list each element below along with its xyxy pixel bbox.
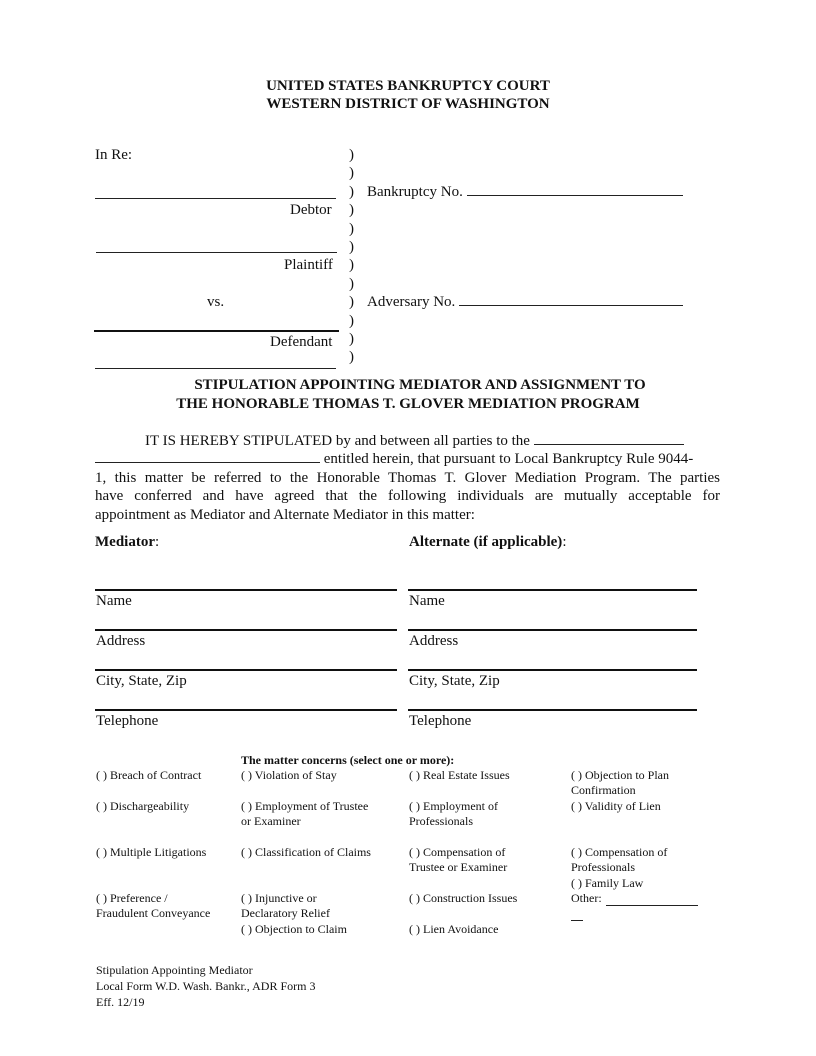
mediator-field-label: City, State, Zip bbox=[96, 673, 187, 689]
mediator-heading bbox=[95, 533, 159, 551]
caption-paren: ) bbox=[349, 275, 354, 292]
matter-checkbox-item[interactable] bbox=[409, 922, 498, 937]
alternate-field-line[interactable] bbox=[408, 629, 697, 631]
mediator-field-label: Name bbox=[96, 593, 132, 609]
alternate-field-line[interactable] bbox=[408, 589, 697, 591]
caption-paren: ) bbox=[349, 294, 354, 311]
body-line-2 bbox=[95, 450, 693, 468]
matter-label: ( ) Objection to Plan bbox=[571, 768, 669, 782]
matter-checkbox-item[interactable] bbox=[571, 768, 669, 798]
matter-checkbox-item[interactable] bbox=[241, 768, 337, 783]
matter-label-cont: Professionals bbox=[571, 860, 635, 874]
bankruptcy-no-label bbox=[367, 183, 683, 201]
matter-checkbox-item[interactable] bbox=[571, 876, 643, 891]
case-name-field-a[interactable] bbox=[534, 432, 684, 445]
mediator-field-line[interactable] bbox=[95, 629, 397, 631]
matter-checkbox-item[interactable] bbox=[241, 845, 371, 860]
mediator-field-line[interactable] bbox=[95, 709, 397, 711]
matter-label: ( ) Classification of Claims bbox=[241, 845, 371, 859]
matter-label-cont: Trustee or Examiner bbox=[409, 860, 508, 874]
matter-checkbox-item[interactable] bbox=[409, 768, 510, 783]
matter-checkbox-item[interactable] bbox=[96, 768, 201, 783]
other-field-wrap bbox=[571, 920, 583, 921]
matter-checkbox-item[interactable] bbox=[409, 845, 507, 875]
body-text: IT IS HEREBY STIPULATED by and between all parties to the bbox=[145, 433, 530, 449]
matter-label: ( ) Lien Avoidance bbox=[409, 922, 499, 936]
matter-label: ( ) Objection to Claim bbox=[241, 922, 347, 936]
bottom-caption-line bbox=[95, 368, 336, 369]
plaintiff-line[interactable] bbox=[96, 252, 337, 253]
matter-label: ( ) Dischargeability bbox=[96, 799, 190, 813]
mediator-field-label: Telephone bbox=[96, 713, 159, 729]
matter-label: ( ) Construction Issues bbox=[409, 891, 518, 905]
caption-paren: ) bbox=[349, 202, 354, 219]
matter-label: ( ) Multiple Litigations bbox=[96, 845, 207, 859]
caption-paren: ) bbox=[349, 165, 354, 182]
matter-label-cont: Professionals bbox=[409, 814, 473, 828]
debtor-label: Debtor bbox=[290, 202, 332, 218]
caption-paren: ) bbox=[349, 349, 354, 366]
title-line-2: THE HONORABLE THOMAS T. GLOVER MEDIATION PROGRAM bbox=[176, 396, 640, 412]
colon: : bbox=[562, 534, 567, 550]
matter-checkbox-item[interactable] bbox=[241, 799, 368, 829]
bankruptcy-no-text: Bankruptcy No. bbox=[367, 184, 463, 200]
caption-paren: ) bbox=[349, 257, 354, 274]
matter-label: ( ) Employment of Trustee bbox=[241, 799, 369, 813]
caption-paren: ) bbox=[349, 147, 354, 163]
matter-heading: The matter concerns (select one or more): bbox=[241, 753, 455, 767]
body-line-3: 1, this matter be referred to the Honorable Thomas T. Glover Mediation Program. The parties bbox=[95, 470, 720, 486]
matter-checkbox-item[interactable] bbox=[96, 799, 189, 814]
caption-paren: ) bbox=[349, 239, 354, 255]
alternate-field-label: Telephone bbox=[409, 713, 472, 729]
plaintiff-label: Plaintiff bbox=[284, 257, 333, 273]
matter-label: ( ) Preference / bbox=[96, 891, 168, 905]
adversary-no-text: Adversary No. bbox=[367, 294, 456, 310]
caption-paren: ) bbox=[349, 183, 354, 200]
title-line-1: STIPULATION APPOINTING MEDIATOR AND ASSIGNMENT TO bbox=[194, 377, 646, 393]
matter-label: ( ) Employment of bbox=[409, 799, 498, 813]
matter-checkbox-item[interactable] bbox=[96, 845, 206, 860]
matter-checkbox-item[interactable] bbox=[571, 891, 602, 906]
case-name-field-b[interactable] bbox=[95, 450, 320, 463]
matter-label-cont: Fraudulent Conveyance bbox=[96, 906, 211, 920]
matter-checkbox-item[interactable] bbox=[241, 891, 330, 921]
body-line-1 bbox=[145, 432, 684, 450]
matter-label: ( ) Compensation of bbox=[571, 845, 668, 859]
body-line-5: appointment as Mediator and Alternate Mediator in this matter: bbox=[95, 507, 475, 523]
mediator-field-label: Address bbox=[96, 633, 146, 649]
matter-label: ( ) Breach of Contract bbox=[96, 768, 202, 782]
alternate-field-line[interactable] bbox=[408, 709, 697, 711]
matter-checkbox-item[interactable] bbox=[571, 845, 667, 875]
matter-label-cont: Declaratory Relief bbox=[241, 906, 330, 920]
alternate-heading bbox=[409, 533, 566, 551]
matter-checkbox-item[interactable] bbox=[409, 891, 517, 906]
matter-checkbox-item[interactable] bbox=[96, 891, 210, 921]
body-line-4: have conferred and have agreed that the following individuals are mutually acceptable for bbox=[95, 488, 720, 504]
body-text: entitled herein, that pursuant to Local Bankruptcy Rule 9044- bbox=[323, 451, 694, 467]
mediator-heading-text: Mediator bbox=[95, 534, 155, 550]
adversary-no-label bbox=[367, 293, 683, 311]
court-name: UNITED STATES BANKRUPTCY COURT bbox=[266, 78, 550, 94]
matter-label: ( ) Violation of Stay bbox=[241, 768, 337, 782]
adversary-no-field[interactable] bbox=[459, 293, 683, 306]
caption-paren: ) bbox=[349, 220, 354, 237]
alternate-field-label: Address bbox=[409, 633, 459, 649]
footer-line-2: Local Form W.D. Wash. Bankr., ADR Form 3 bbox=[96, 979, 316, 993]
matter-label-cont: Confirmation bbox=[571, 783, 636, 797]
mediator-field-line[interactable] bbox=[95, 669, 397, 671]
matter-label-cont: or Examiner bbox=[241, 814, 301, 828]
matter-checkbox-item[interactable] bbox=[571, 799, 661, 814]
colon: : bbox=[154, 534, 160, 550]
defendant-line[interactable] bbox=[94, 330, 339, 332]
alternate-field-line[interactable] bbox=[408, 669, 697, 671]
matter-checkbox-item[interactable] bbox=[241, 922, 347, 937]
matter-label: ( ) Injunctive or bbox=[241, 891, 317, 905]
alternate-field-label: City, State, Zip bbox=[409, 673, 500, 689]
debtor-line[interactable] bbox=[95, 198, 336, 199]
caption-paren: ) bbox=[349, 331, 354, 347]
matter-label: ( ) Validity of Lien bbox=[571, 799, 661, 813]
matter-checkbox-item[interactable] bbox=[409, 799, 498, 829]
footer-line-3: Eff. 12/19 bbox=[96, 995, 145, 1009]
bankruptcy-no-field[interactable] bbox=[467, 183, 683, 196]
in-re-label: In Re: bbox=[95, 147, 133, 163]
defendant-label: Defendant bbox=[270, 334, 333, 350]
footer-line-1: Stipulation Appointing Mediator bbox=[96, 963, 253, 977]
matter-label: ( ) Family Law bbox=[571, 876, 644, 890]
matter-label: Other: bbox=[571, 891, 602, 905]
mediator-field-line[interactable] bbox=[95, 589, 397, 591]
court-district: WESTERN DISTRICT OF WASHINGTON bbox=[266, 96, 550, 112]
alternate-field-label: Name bbox=[409, 593, 445, 609]
vs-label: vs. bbox=[207, 294, 225, 310]
matter-label: ( ) Real Estate Issues bbox=[409, 768, 510, 782]
other-field[interactable] bbox=[606, 905, 698, 906]
matter-label: ( ) Compensation of bbox=[409, 845, 506, 859]
alternate-heading-text: Alternate (if applicable) bbox=[409, 534, 563, 550]
caption-paren: ) bbox=[349, 312, 354, 329]
